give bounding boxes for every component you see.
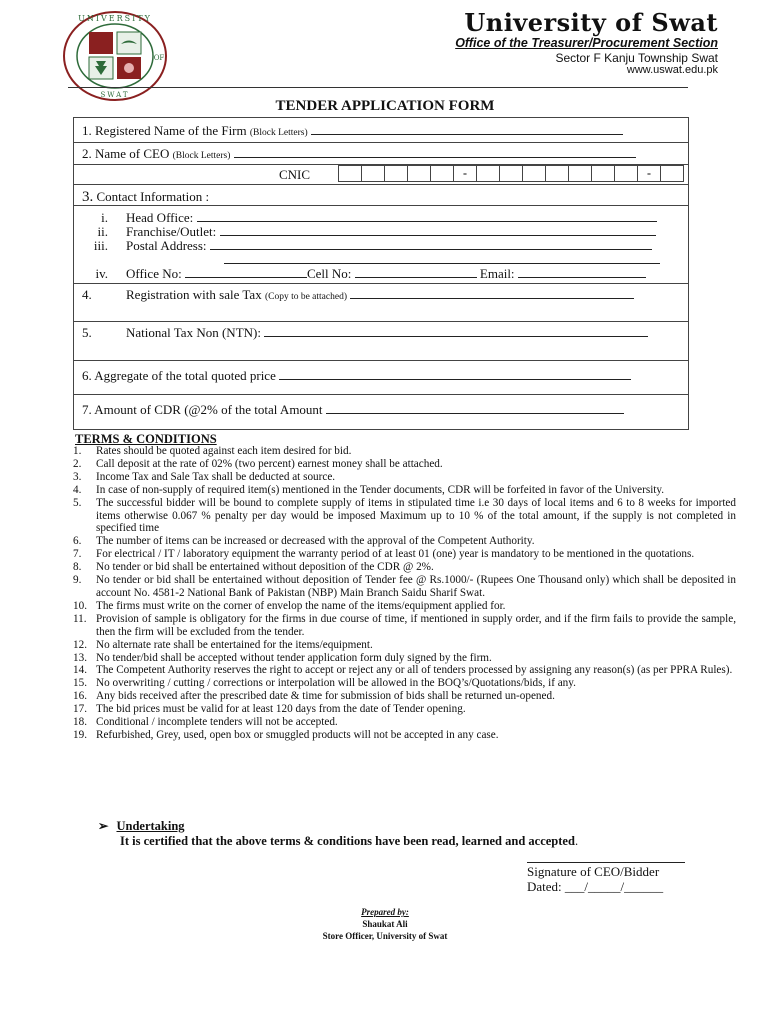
firm-name-hint: (Block Letters)	[249, 128, 308, 138]
term-number: 4.	[73, 483, 82, 496]
term-item	[73, 471, 736, 484]
term-item	[73, 677, 736, 690]
sale-tax-num: 4.	[82, 287, 92, 302]
undertaking-text: It is certified that the above terms & conditions have been read, learned and accepted	[120, 834, 575, 848]
cnic-cell[interactable]	[384, 165, 408, 182]
term-text: Income Tax and Sale Tax shall be deducted at source.	[96, 470, 336, 483]
term-item	[73, 703, 736, 716]
contact-info-heading	[82, 189, 209, 206]
term-item	[73, 690, 736, 703]
office-name: Office of the Treasurer/Procurement Section	[455, 36, 718, 50]
cnic-cell[interactable]	[568, 165, 592, 182]
signature-line[interactable]	[527, 862, 685, 863]
ceo-name-label: 2. Name of CEO	[82, 146, 170, 161]
cell-no-field[interactable]	[355, 267, 477, 278]
cnic-cell[interactable]	[476, 165, 500, 182]
term-item	[73, 613, 736, 639]
seal-top-text: UNIVERSITY	[78, 14, 152, 23]
term-text: In case of non-supply of required item(s) mentioned in the Tender documents, CDR will be forfeited in favor of the University.	[96, 483, 665, 496]
sale-tax-field[interactable]	[350, 288, 634, 299]
term-text: Refurbished, Grey, used, open box or smuggled products will not be accepted in any case.	[96, 728, 499, 741]
cnic-label: CNIC	[279, 167, 311, 182]
term-text: The number of items can be increased or decreased with the approval of the Competent Authority.	[96, 535, 535, 548]
ceo-name-row	[82, 146, 636, 162]
application-form-table	[73, 117, 689, 430]
ceo-name-field[interactable]	[234, 147, 636, 158]
row-divider	[74, 142, 688, 143]
term-number: 18.	[73, 716, 87, 729]
term-text: No alternate rate shall be entertained for the items/equipment.	[96, 638, 373, 651]
cnic-cell[interactable]	[430, 165, 454, 182]
cnic-cell[interactable]	[614, 165, 638, 182]
quoted-price-row	[82, 368, 631, 384]
term-text: Rates should be quoted against each item desired for bid.	[96, 445, 352, 457]
term-item	[73, 458, 736, 471]
term-item	[73, 664, 736, 677]
term-number: 2.	[73, 457, 82, 470]
seal-bottom-text: SWAT	[100, 91, 130, 99]
term-item	[73, 716, 736, 729]
term-item	[73, 729, 736, 742]
term-number: 8.	[73, 561, 82, 574]
term-item	[73, 600, 736, 613]
term-text: Any bids received after the prescribed date & time for submission of bids shall be returned un-opened.	[96, 690, 555, 703]
term-number: 5.	[73, 496, 82, 509]
cnic-dash: -	[453, 165, 477, 182]
cnic-input-cells[interactable]	[339, 165, 684, 182]
firm-name-field[interactable]	[311, 124, 623, 135]
cnic-cell[interactable]	[545, 165, 569, 182]
franchise-field[interactable]	[220, 225, 656, 236]
term-number: 14.	[73, 664, 87, 677]
term-number: 1.	[73, 445, 82, 457]
head-office-label: Head Office:	[126, 210, 194, 225]
term-number: 12.	[73, 638, 87, 651]
ntn-field[interactable]	[264, 326, 648, 337]
prepared-by-name: Shaukat Ali	[362, 919, 408, 929]
term-number: 9.	[73, 574, 82, 587]
term-item	[73, 445, 736, 458]
term-text: The successful bidder will be bound to complete supply of items in stipulated time i.e 30 days of local items and 6 to 8 weeks for imported items otherwise 0.067 % penalty per day would be imposed Maximum up to 10 % of the total amount, if the supply is not completed in specified time	[96, 496, 736, 535]
term-text: The bid prices must be valid for at least 120 days from the date of Tender opening.	[96, 703, 466, 716]
university-seal	[62, 10, 168, 102]
term-number: 17.	[73, 703, 87, 716]
undertaking-statement	[120, 834, 578, 849]
term-number: 7.	[73, 548, 82, 561]
term-text: No tender/bid shall be accepted without tender application form duly signed by the firm.	[96, 651, 492, 664]
email-field[interactable]	[518, 267, 646, 278]
term-number: 13.	[73, 651, 87, 664]
term-number: 10.	[73, 599, 87, 612]
term-item	[73, 574, 736, 600]
row-divider	[74, 184, 688, 185]
prepared-by-role: Store Officer, University of Swat	[322, 931, 448, 941]
phone-email-row	[126, 266, 646, 282]
office-address: Sector F Kanju Township Swat	[555, 51, 718, 65]
term-item	[73, 639, 736, 652]
franchise-label: Franchise/Outlet:	[126, 224, 217, 239]
head-office-field[interactable]	[197, 211, 657, 222]
seal-right-text: OF	[153, 54, 165, 62]
cnic-dash: -	[637, 165, 661, 182]
term-text: No overwriting / cutting / corrections or interpolation will be allowed in the BOQ’s/Quotations/bids, if any.	[96, 677, 576, 690]
contact-num: 3.	[82, 189, 94, 205]
term-text: Provision of sample is obligatory for the firms in due course of time, if mentioned in supply order, and if the firm fails to provide the sample, then the firm will be excluded from the tender.	[96, 612, 736, 638]
term-item	[73, 535, 736, 548]
cdr-amount-row	[82, 402, 624, 418]
term-text: Conditional / incomplete tenders will not be accepted.	[96, 716, 338, 729]
email-label: Email:	[479, 266, 515, 281]
term-number: 19.	[73, 728, 87, 741]
cdr-amount-field[interactable]	[326, 403, 624, 414]
ntn-row	[126, 325, 648, 341]
cnic-cell[interactable]	[522, 165, 546, 182]
ntn-num: 5.	[82, 325, 92, 340]
undertaking-title: Undertaking	[116, 819, 185, 833]
ceo-name-hint: (Block Letters)	[172, 151, 231, 161]
row-divider	[74, 360, 688, 361]
term-text: For electrical / IT / laboratory equipment the warranty period of at least 01 (one) year is mandatory to be mentioned in the quotations.	[96, 548, 695, 561]
row-divider	[74, 394, 688, 395]
term-number: 6.	[73, 535, 82, 548]
cell-no-label: Cell No:	[306, 266, 352, 281]
website: www.uswat.edu.pk	[626, 64, 718, 76]
term-item	[73, 652, 736, 665]
term-text: The firms must write on the corner of envelop the name of the items/equipment applied for.	[96, 599, 506, 612]
office-no-label: Office No:	[126, 266, 182, 281]
university-name: University of Swat	[464, 8, 718, 37]
term-number: 15.	[73, 677, 87, 690]
cnic-cell[interactable]	[361, 165, 385, 182]
firm-name-row	[82, 123, 623, 139]
contact-label: Contact Information :	[96, 189, 210, 204]
undertaking-heading	[98, 818, 185, 834]
franchise-num: ii.	[97, 224, 108, 239]
term-number: 11.	[73, 612, 87, 625]
sale-tax-row	[126, 287, 634, 303]
quoted-price-field[interactable]	[279, 369, 631, 380]
cnic-cell[interactable]	[591, 165, 615, 182]
undertaking-period: .	[574, 834, 579, 848]
postal-num: iii.	[93, 238, 108, 253]
cdr-amount-label: 7. Amount of CDR (@2% of the total Amount	[82, 402, 323, 417]
terms-title: TERMS & CONDITIONS	[75, 432, 217, 446]
prepared-by-label: Prepared by:	[361, 907, 409, 917]
dated-field[interactable]: Dated: ___/_____/______	[527, 879, 664, 894]
postal-label: Postal Address:	[126, 238, 207, 253]
term-text: No tender or bid shall be entertained without deposition of the CDR @ 2%.	[96, 561, 434, 574]
firm-name-label: 1. Registered Name of the Firm	[82, 123, 247, 138]
cnic-cell[interactable]	[499, 165, 523, 182]
terms-list	[73, 445, 736, 742]
arrow-bullet-icon: ➢	[98, 819, 109, 833]
row-divider	[74, 283, 688, 284]
form-title: TENDER APPLICATION FORM	[275, 98, 495, 114]
term-text: Call deposit at the rate of 02% (two percent) earnest money shall be attached.	[96, 457, 443, 470]
sale-tax-label: Registration with sale Tax	[126, 287, 262, 302]
term-item	[73, 561, 736, 574]
term-number: 3.	[73, 470, 82, 483]
cnic-cell[interactable]	[660, 165, 684, 182]
signature-label: Signature of CEO/Bidder	[527, 864, 660, 879]
postal-field[interactable]	[210, 239, 652, 250]
office-no-num: iv.	[95, 266, 108, 281]
term-text: No tender or bid shall be entertained without deposition of Tender fee @ Rs.1000/- (Rupees One Thousand only) which shall be deposited in account No. 4581-2 National Bank of Pakistan (NBP) Main Branch Saidu Sharif Swat.	[96, 574, 736, 599]
quoted-price-label: 6. Aggregate of the total quoted price	[82, 368, 276, 383]
cnic-cell[interactable]	[338, 165, 362, 182]
row-divider	[74, 205, 688, 206]
sale-tax-hint: (Copy to be attached)	[264, 292, 347, 302]
header-divider	[68, 87, 688, 88]
office-no-field[interactable]	[185, 267, 307, 278]
row-divider	[74, 321, 688, 322]
term-item	[73, 548, 736, 561]
cnic-cell[interactable]	[407, 165, 431, 182]
term-text: The Competent Authority reserves the right to accept or reject any or all of tenders processed by assigning any reason(s) (as per PPRA Rules).	[96, 664, 733, 677]
term-item	[73, 484, 736, 497]
term-item	[73, 497, 736, 536]
term-number: 16.	[73, 690, 87, 703]
ntn-label: National Tax Non (NTN):	[126, 325, 261, 340]
head-office-num: i.	[101, 210, 108, 225]
